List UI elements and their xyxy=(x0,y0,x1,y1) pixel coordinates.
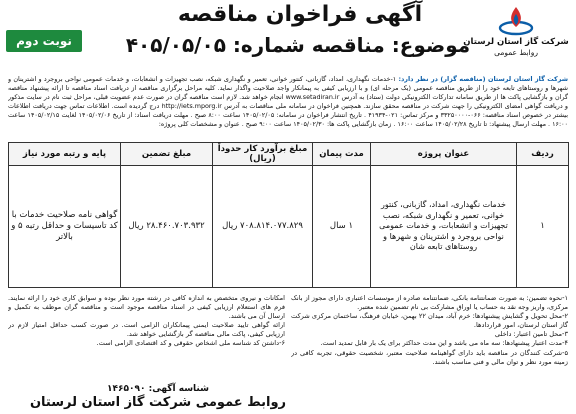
company-logo xyxy=(464,4,568,70)
condition-item: امکانات و نیروی متخصص به اندازه کافی در رشته مورد نظر بوده و سوابق کاری خود را ارائه نمایند. فرم های استعلام ارزیابی کیفی در اسناد مناقصه موجود است و مناقصه گران موظف به تکمیل و ارسال آن می باشند. xyxy=(8,294,285,321)
condition-item: ارائه گواهی تایید صلاحیت ایمنی پیمانکاران الزامی است. در صورت کسب حداقل امتیاز لازم در ارزیابی کیفی، پاکت مالی مناقصه گر بازگشایی خواهد شد. xyxy=(8,321,285,339)
condition-item: ۵-شرکت کنندگان در مناقصه باید دارای گواهینامه صلاحیت معتبر، شخصیت حقوقی، تجربه کافی در زمینه مورد نظر و توان مالی و فنی مناسب باشند. xyxy=(291,348,568,366)
intro-organizer: شرکت گاز استان لرستان (مناقصه گزار) در نظر دارد: xyxy=(398,75,568,83)
cell-duration: ۱ سال xyxy=(313,166,371,288)
condition-item: ۳-محل تامین اعتبار: داخلی xyxy=(494,330,568,339)
condition-item: ۲-محل تحویل و گشایش پیشنهادها: خرم آباد، میدان ۲۲ بهمن، خیابان فرهنگ، ساختمان مرکزی شرکت گاز استان لرستان، امور قراردادها. xyxy=(291,312,568,330)
cell-guarantee: ۲۸.۴۶۰.۷۰۳.۹۳۲ ریال xyxy=(121,166,213,288)
table-row xyxy=(9,166,569,288)
cell-project-title: خدمات نگهداری، امداد، گازبانی، کنتور خوانی، تعمیر و نگهداری شبکه، نصب تجهیزات و انشعابات، و خدمات عمومی نواحی بروجرد و اشترینان و شهرها و روستاهای تابعه شان xyxy=(371,166,517,288)
table-header-row xyxy=(9,143,569,166)
publication-round-badge: نوبت دوم xyxy=(6,30,82,52)
announcement-id: شناسه آگهی: ۱۴۶۵۰۹۰ xyxy=(107,384,209,394)
logo-department: روابط عمومی xyxy=(494,48,538,57)
condition-item: ۱-نحوه تضمین: به صورت ضمانتنامه بانکی، ضمانتنامه صادره از موسسات اعتباری دارای مجوز از بانک مرکزی، واریز وجه نقد به حساب یا اوراق مشارکت بی نام تضمین شده معتبر. xyxy=(291,294,568,312)
notice-header xyxy=(0,0,576,74)
header-row-number: ردیف xyxy=(517,143,569,166)
cell-estimate: ۷۰۸.۸۱۴.۰۷۷.۸۲۹ ریال xyxy=(213,166,313,288)
tender-number: موضوع: مناقصه شماره: ۴۰۵/۰۵/۰۵ xyxy=(125,33,471,57)
intro-text: ۱-خدمات نگهداری، امداد، گازبانی، کنتور خوانی، تعمیر و نگهداری شبکه، نصب تجهیزات و انشعابات، و خدمات عمومی نواحی بروجرد و اشترینان و شهرها و روستاهای تابعه خود را از طریق مناقصه عمومی (یک مرحله ای) و با ارزیابی کیفی به پیمانکار واجد صلاحیت واگذار نماید. کلیه مراحل برگزاری مناقصه از دریافت اسناد مناقصه تا ارائه پیشنهاد مناقصه گران و بازگشایی پاکت ها از طریق سامانه تدارکات الکترونیکی دولت (ستاد) به آدرس www.setadiran.ir انجام خواهد شد. لازم است مناقصه گران در صورت عدم عضویت قبلی، مراحل ثبت نام در سایت مذکور و دریافت گواهی امضای الکترونیکی را جهت شرکت در مناقصه محقق سازند. همچنین فراخوان در سامانه ملی مناقصات به آدرس http://iets.mporg.ir درج گردیده است. اطلاعات تماس جهت دریافت اطلاعات بیشتر در خصوص اسناد مناقصه: ۰۶۶-۳۳۲۵۰۰۰۰ و مرکز تماس: ۰۲۱-۴۱۹۳۴ . تاریخ انتشار فراخوان در سامانه: ۱۴۰۵/۰۲/۰۵ ساعت ۸:۰۰ صبح . مهلت دریافت اسناد: از تاریخ ۱۴۰۵/۰۲/۰۶ لغایت ۱۴۰۵/۰۲/۱۵ ساعت ۱۶:۰۰ . مهلت ارسال پیشنهاد: تا تاریخ ۱۴۰۵/۰۲/۲۸ ساعت ۱۶:۰۰ . زمان بازگشایی پاکت ها: ۱۴۰۵/۰۲/۳۰ ساعت ۹:۰۰ صبح . عنوان و مشخصات کلی پروژه: xyxy=(8,75,568,129)
notice-footer xyxy=(8,384,308,410)
conditions-right-column xyxy=(291,294,568,382)
gas-company-logo-icon xyxy=(496,4,536,36)
header-grade: پایه و رتبه مورد نیاز xyxy=(9,143,121,166)
condition-item: ۶-داشتن کد شناسه ملی اشخاص حقوقی و کد اقتصادی الزامی است. xyxy=(96,339,285,348)
cell-grade: گواهی نامه صلاحیت خدمات با کد تاسیسات و حداقل رتبه ۵ و بالاتر xyxy=(9,166,121,288)
condition-item: ۴-مدت اعتبار پیشنهادها: سه ماه می باشد و این مدت حداکثر برای یک بار قابل تمدید است. xyxy=(320,339,568,348)
conditions-section xyxy=(8,294,568,382)
header-duration: مدت پیمان xyxy=(313,143,371,166)
header-estimate: مبلغ برآورد کار حدوداً (ریال) xyxy=(213,143,313,166)
cell-row-number: ۱ xyxy=(517,166,569,288)
logo-company-name: شرکت گاز استان لرستان xyxy=(463,37,569,47)
conditions-left-column xyxy=(8,294,285,382)
notice-title: آگهی فراخوان مناقصه xyxy=(177,2,423,27)
header-project-title: عنوان پروژه xyxy=(371,143,517,166)
header-guarantee: مبلغ تضمین xyxy=(121,143,213,166)
project-table xyxy=(8,142,569,288)
intro-paragraph xyxy=(8,75,568,141)
public-relations-signature: روابط عمومی شرکت گاز استان لرستان xyxy=(29,395,287,410)
